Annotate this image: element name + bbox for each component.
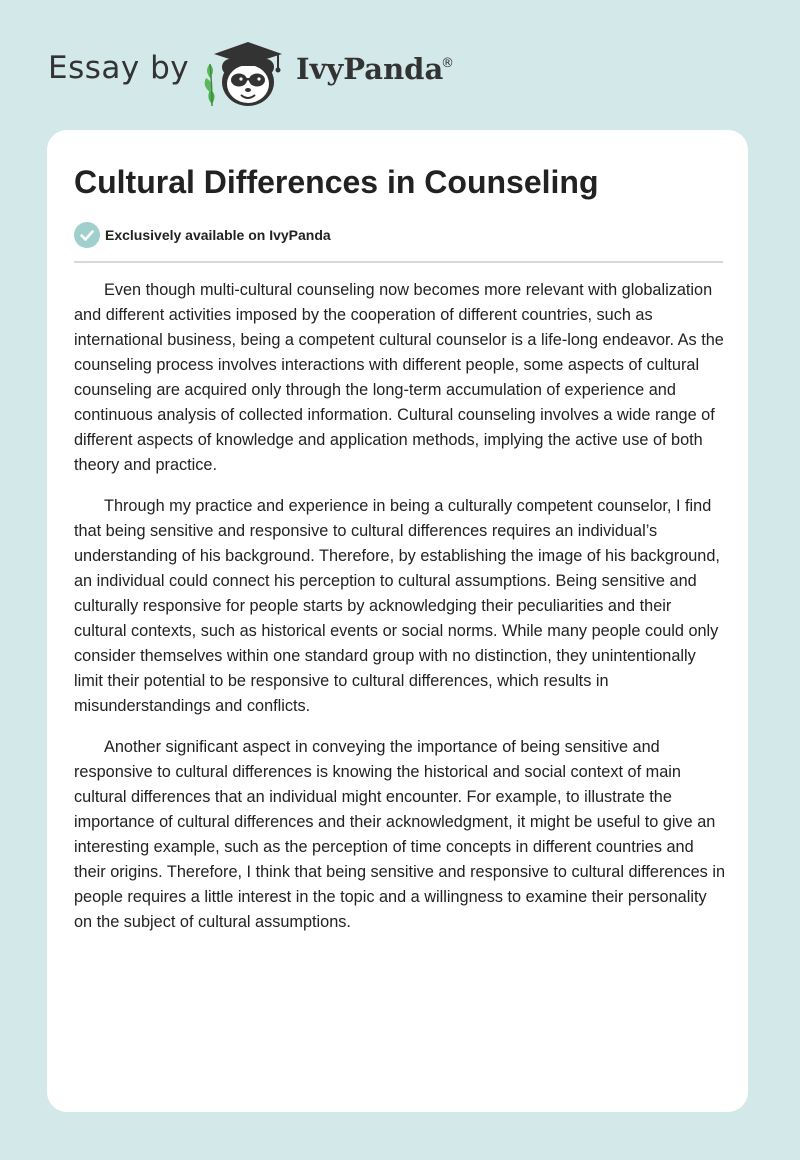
site-header bbox=[0, 0, 800, 130]
registered-mark: ® bbox=[441, 56, 454, 71]
essay-by-label: Essay by bbox=[48, 50, 190, 86]
essay-card bbox=[47, 130, 748, 1112]
paragraph: Even though multi-cultural counseling now becomes more relevant with globalization and different activities imposed by the cooperation of different countries, such as international business, being a competent cultural counselor is a life-long endeavor. As the counseling process involves interactions with different people, some aspects of cultural counseling are acquired only through the long-term accumulation of experience and continuous analysis of collected information. Cultural counseling involves a wide range of different aspects of knowledge and application methods, implying the active use of both theory and practice. bbox=[74, 281, 724, 474]
check-circle-icon bbox=[74, 222, 100, 248]
badge-label: Exclusively available on IvyPanda bbox=[105, 227, 331, 243]
paragraph: Through my practice and experience in being a culturally competent counselor, I find that being sensitive and responsive to cultural differences requires an individual’s understanding of his background. Therefore, by establishing the image of his background, an individual could connect his perception to cultural assumptions. Being sensitive and culturally responsive for people starts by acknowledging their peculiarities and their cultural contexts, such as historical events or social norms. While many people could only consider themselves within one standard group with no distinction, they unintentionally limit their potential to be responsive to cultural differences, which results in misunderstandings and conflicts. bbox=[74, 497, 720, 715]
page-title: Cultural Differences in Counseling bbox=[74, 164, 599, 200]
paragraph: Another significant aspect in conveying the importance of being sensitive and responsive to cultural differences is knowing the historical and social context of main cultural differences that an individual might encounter. For example, to illustrate the importance of cultural differences and their acknowledgment, it might be useful to give an interesting example, such as the perception of time concepts in different countries and their origins. Therefore, I think that being sensitive and responsive to cultural differences in people requires a little interest in the topic and a willingness to examine their personality on the subject of cultural assumptions. bbox=[74, 738, 726, 931]
divider bbox=[74, 261, 723, 263]
exclusive-badge bbox=[74, 222, 331, 248]
panda-graduate-icon[interactable] bbox=[200, 34, 292, 110]
essay-body bbox=[74, 278, 726, 951]
brand-name[interactable]: IvyPanda bbox=[296, 52, 444, 86]
